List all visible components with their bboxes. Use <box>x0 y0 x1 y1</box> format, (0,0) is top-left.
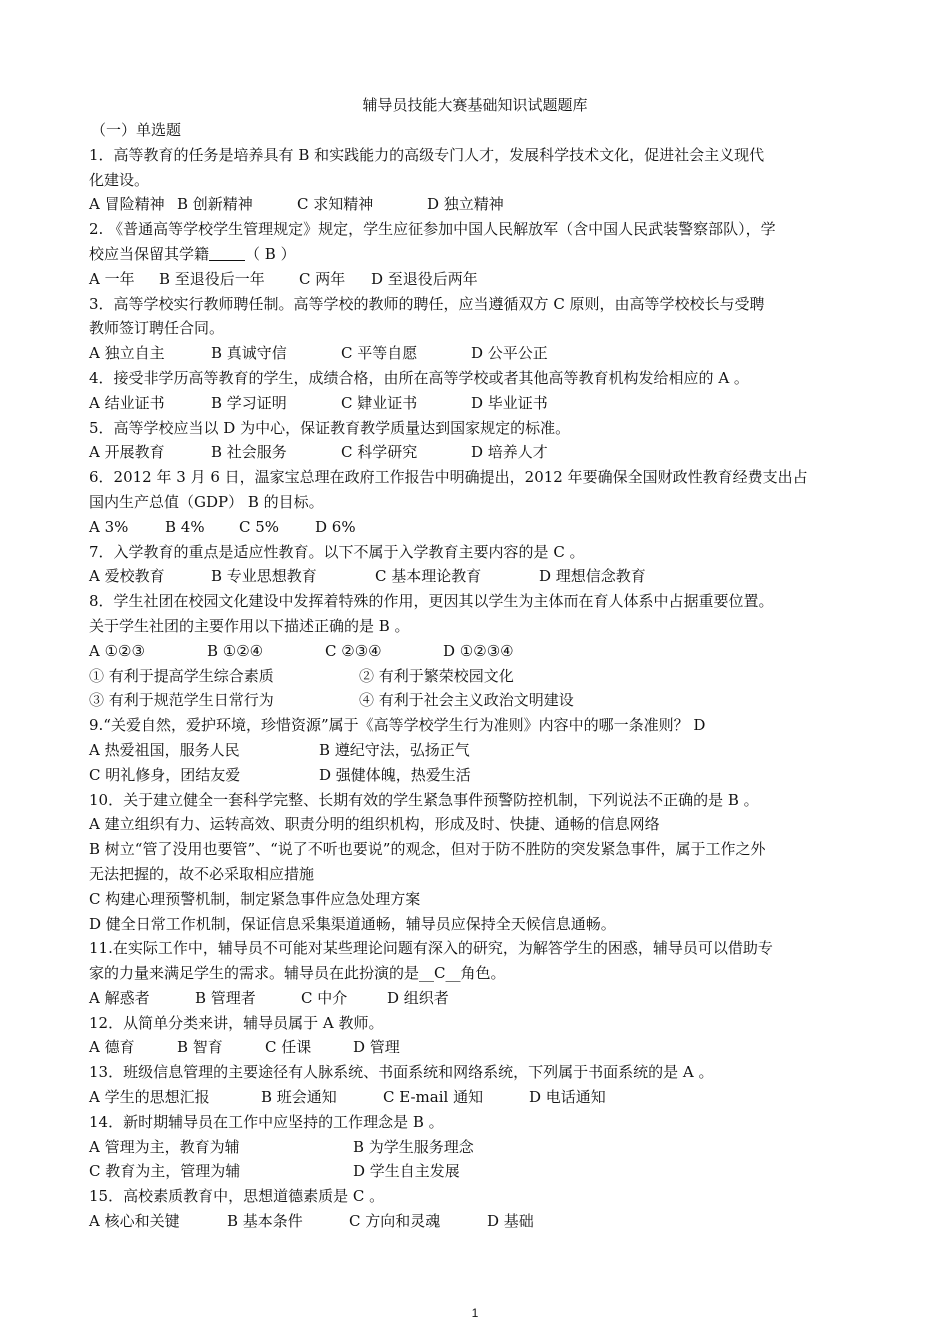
option-b-cont: 无法把握的，故不必采取相应措施 <box>89 864 315 883</box>
option-d: D ①②③④ <box>443 641 514 660</box>
q15-stem: 15．高校素质教育中，思想道德素质是 C 。 <box>89 1187 385 1206</box>
option-a: A 开展教育 <box>89 443 165 462</box>
q12-options <box>89 1035 864 1060</box>
q13-stem: 13．班级信息管理的主要途径有人脉系统、书面系统和网络系统，下列属于书面系统的是 A 。 <box>89 1063 714 1082</box>
q11-stem: 11.在实际工作中，辅导员不可能对某些理论问题有深入的研究，为解答学生的困惑，辅导员可以借助专 <box>89 939 773 958</box>
q4-stem: 4．接受非学历高等教育的学生，成绩合格，由所在高等学校或者其他高等教育机构发给相应的 A 。 <box>89 368 749 387</box>
option-d: D 公平公正 <box>471 344 548 363</box>
option-b: B 树立“管了没用也要管”、“说了不听也要说”的观念，但对于防不胜防的突发紧急事件，属于工作之外 <box>89 840 766 859</box>
q3-stem: 3．高等学校实行教师聘任制。高等学校的教师的聘任，应当遵循双方 C 原则，由高等学校校长与受聘 <box>89 294 765 313</box>
q8-statements-1 <box>89 664 864 689</box>
q13-options <box>89 1085 864 1110</box>
q2-stem-text: 校应当保留其学籍 <box>89 244 210 263</box>
option-d: D 毕业证书 <box>471 393 548 412</box>
option-a: A 热爱祖国，服务人民 <box>89 740 240 759</box>
option-b: B 至退役后一年 <box>159 269 265 288</box>
q14-options-1 <box>89 1135 864 1160</box>
option-a: A 德育 <box>89 1038 135 1057</box>
q6-options <box>89 515 864 540</box>
document-title: 辅导员技能大赛基础知识试题题库 <box>362 96 588 114</box>
option-d: D 理想信念教育 <box>539 567 646 586</box>
statement-2: ② 有利于繁荣校园文化 <box>359 666 514 685</box>
q2-answer: （ B ） <box>245 244 296 263</box>
q1-stem: 1．高等教育的任务是培养具有 B 和实践能力的高级专门人才，发展科学技术文化，促进社会主义现代 <box>89 145 765 164</box>
option-c: C 构建心理预警机制，制定紧急事件应急处理方案 <box>89 889 421 908</box>
option-b: B 社会服务 <box>211 443 287 462</box>
option-c: C 肄业证书 <box>341 393 418 412</box>
option-c: C 平等自愿 <box>341 344 418 363</box>
q8-stem: 8．学生社团在校园文化建设中发挥着特殊的作用，更因其以学生为主体而在育人体系中占据重要位置。 <box>89 592 774 611</box>
option-a: A 一年 <box>89 269 135 288</box>
option-c: C E-mail 通知 <box>383 1088 484 1107</box>
option-b: B 4% <box>165 517 205 536</box>
option-a: A 结业证书 <box>89 393 165 412</box>
q14-stem: 14．新时期辅导员在工作中应坚持的工作理念是 B 。 <box>89 1112 444 1131</box>
option-b: B 创新精神 <box>177 195 253 214</box>
q12-stem: 12．从简单分类来讲，辅导员属于 A 教师。 <box>89 1013 384 1032</box>
q9-options-1 <box>89 738 864 763</box>
option-c: C 中介 <box>301 988 348 1007</box>
q2-options <box>89 267 864 292</box>
option-d: D 学生自主发展 <box>353 1162 460 1181</box>
option-d: D 6% <box>315 517 356 536</box>
page-number: 1 <box>471 1306 479 1320</box>
q15-options <box>89 1209 864 1234</box>
option-c: C 教育为主，管理为辅 <box>89 1162 241 1181</box>
q4-options <box>89 391 864 416</box>
option-b: B 学习证明 <box>211 393 287 412</box>
option-a: A 管理为主，教育为辅 <box>89 1137 240 1156</box>
option-b: B 班会通知 <box>261 1088 337 1107</box>
option-d: D 培养人才 <box>471 443 548 462</box>
option-d: D 组织者 <box>387 988 449 1007</box>
q3-stem-cont: 教师签订聘任合同。 <box>89 319 225 338</box>
option-c: C 科学研究 <box>341 443 418 462</box>
option-c: C 5% <box>239 517 280 536</box>
section-heading: （一）单选题 <box>91 121 182 139</box>
option-d: D 健全日常工作机制，保证信息采集渠道通畅，辅导员应保持全天候信息通畅。 <box>89 914 616 933</box>
option-d: D 管理 <box>353 1038 400 1057</box>
option-c: C 方向和灵魂 <box>349 1212 441 1231</box>
q8-stem-cont: 关于学生社团的主要作用以下描述正确的是 B 。 <box>89 616 410 635</box>
option-d: D 独立精神 <box>427 195 504 214</box>
q9-options-2 <box>89 763 864 788</box>
q9-stem: 9.“关爱自然，爱护环境，珍惜资源”属于《高等学校学生行为准则》内容中的哪一条准则？ D <box>89 716 706 735</box>
option-b: B 为学生服务理念 <box>353 1137 474 1156</box>
statement-3: ③ 有利于规范学生日常行为 <box>89 691 274 710</box>
option-b: B 管理者 <box>195 988 256 1007</box>
q6-stem-cont: 国内生产总值（GDP） B 的目标。 <box>89 492 324 511</box>
option-a: A ①②③ <box>89 641 145 660</box>
q11-options <box>89 986 864 1011</box>
q14-options-2 <box>89 1159 864 1184</box>
option-d: D 至退役后两年 <box>371 269 478 288</box>
q7-stem: 7．入学教育的重点是适应性教育。以下不属于入学教育主要内容的是 C 。 <box>89 542 585 561</box>
option-a: A 解惑者 <box>89 988 150 1007</box>
option-c: C 任课 <box>265 1038 312 1057</box>
option-d: D 基础 <box>487 1212 534 1231</box>
option-a: A 核心和关键 <box>89 1212 180 1231</box>
option-c: C 两年 <box>299 269 346 288</box>
q3-options <box>89 341 864 366</box>
question-list <box>89 118 864 1234</box>
q10-stem: 10．关于建立健全一套科学完整、长期有效的学生紧急事件预警防控机制，下列说法不正确的是 B 。 <box>89 790 759 809</box>
q2-stem: 2. 《普通高等学校学生管理规定》规定，学生应征参加中国人民解放军（含中国人民武装警察部队），学 <box>89 220 776 239</box>
q5-options <box>89 440 864 465</box>
option-a: A 冒险精神 <box>89 195 165 214</box>
option-b: B 专业思想教育 <box>211 567 317 586</box>
option-a: A 爱校教育 <box>89 567 165 586</box>
q1-options <box>89 192 864 217</box>
option-b: B 真诚守信 <box>211 344 287 363</box>
option-a: A 独立自主 <box>89 344 165 363</box>
q8-options <box>89 639 864 664</box>
option-b: B 遵纪守法，弘扬正气 <box>319 740 470 759</box>
statement-1: ① 有利于提高学生综合素质 <box>89 666 274 685</box>
statement-4: ④ 有利于社会主义政治文明建设 <box>359 691 574 710</box>
q5-stem: 5．高等学校应当以 D 为中心，保证教育教学质量达到国家规定的标准。 <box>89 418 571 437</box>
q2-stem-cont <box>89 242 864 267</box>
option-d: D 电话通知 <box>529 1088 606 1107</box>
q11-stem-cont: 家的力量来满足学生的需求。辅导员在此扮演的是__C__角色。 <box>89 964 506 983</box>
option-b: B 基本条件 <box>227 1212 303 1231</box>
option-a: A 学生的思想汇报 <box>89 1088 210 1107</box>
option-b: B 智育 <box>177 1038 223 1057</box>
option-c: C 基本理论教育 <box>375 567 482 586</box>
option-c: C ②③④ <box>325 641 382 660</box>
option-a: A 3% <box>89 517 129 536</box>
option-b: B ①②④ <box>207 641 264 660</box>
q1-stem-cont: 化建设。 <box>89 170 150 189</box>
answer-blank <box>209 246 245 261</box>
q8-statements-2 <box>89 688 864 713</box>
option-d: D 强健体魄，热爱生活 <box>319 765 471 784</box>
q6-stem: 6．2012 年 3 月 6 日，温家宝总理在政府工作报告中明确提出，2012 年要确保全国财政性教育经费支出占 <box>89 468 808 487</box>
option-c: C 求知精神 <box>297 195 374 214</box>
q7-options <box>89 564 864 589</box>
option-a: A 建立组织有力、运转高效、职责分明的组织机构，形成及时、快捷、通畅的信息网络 <box>89 815 660 834</box>
option-c: C 明礼修身，团结友爱 <box>89 765 241 784</box>
